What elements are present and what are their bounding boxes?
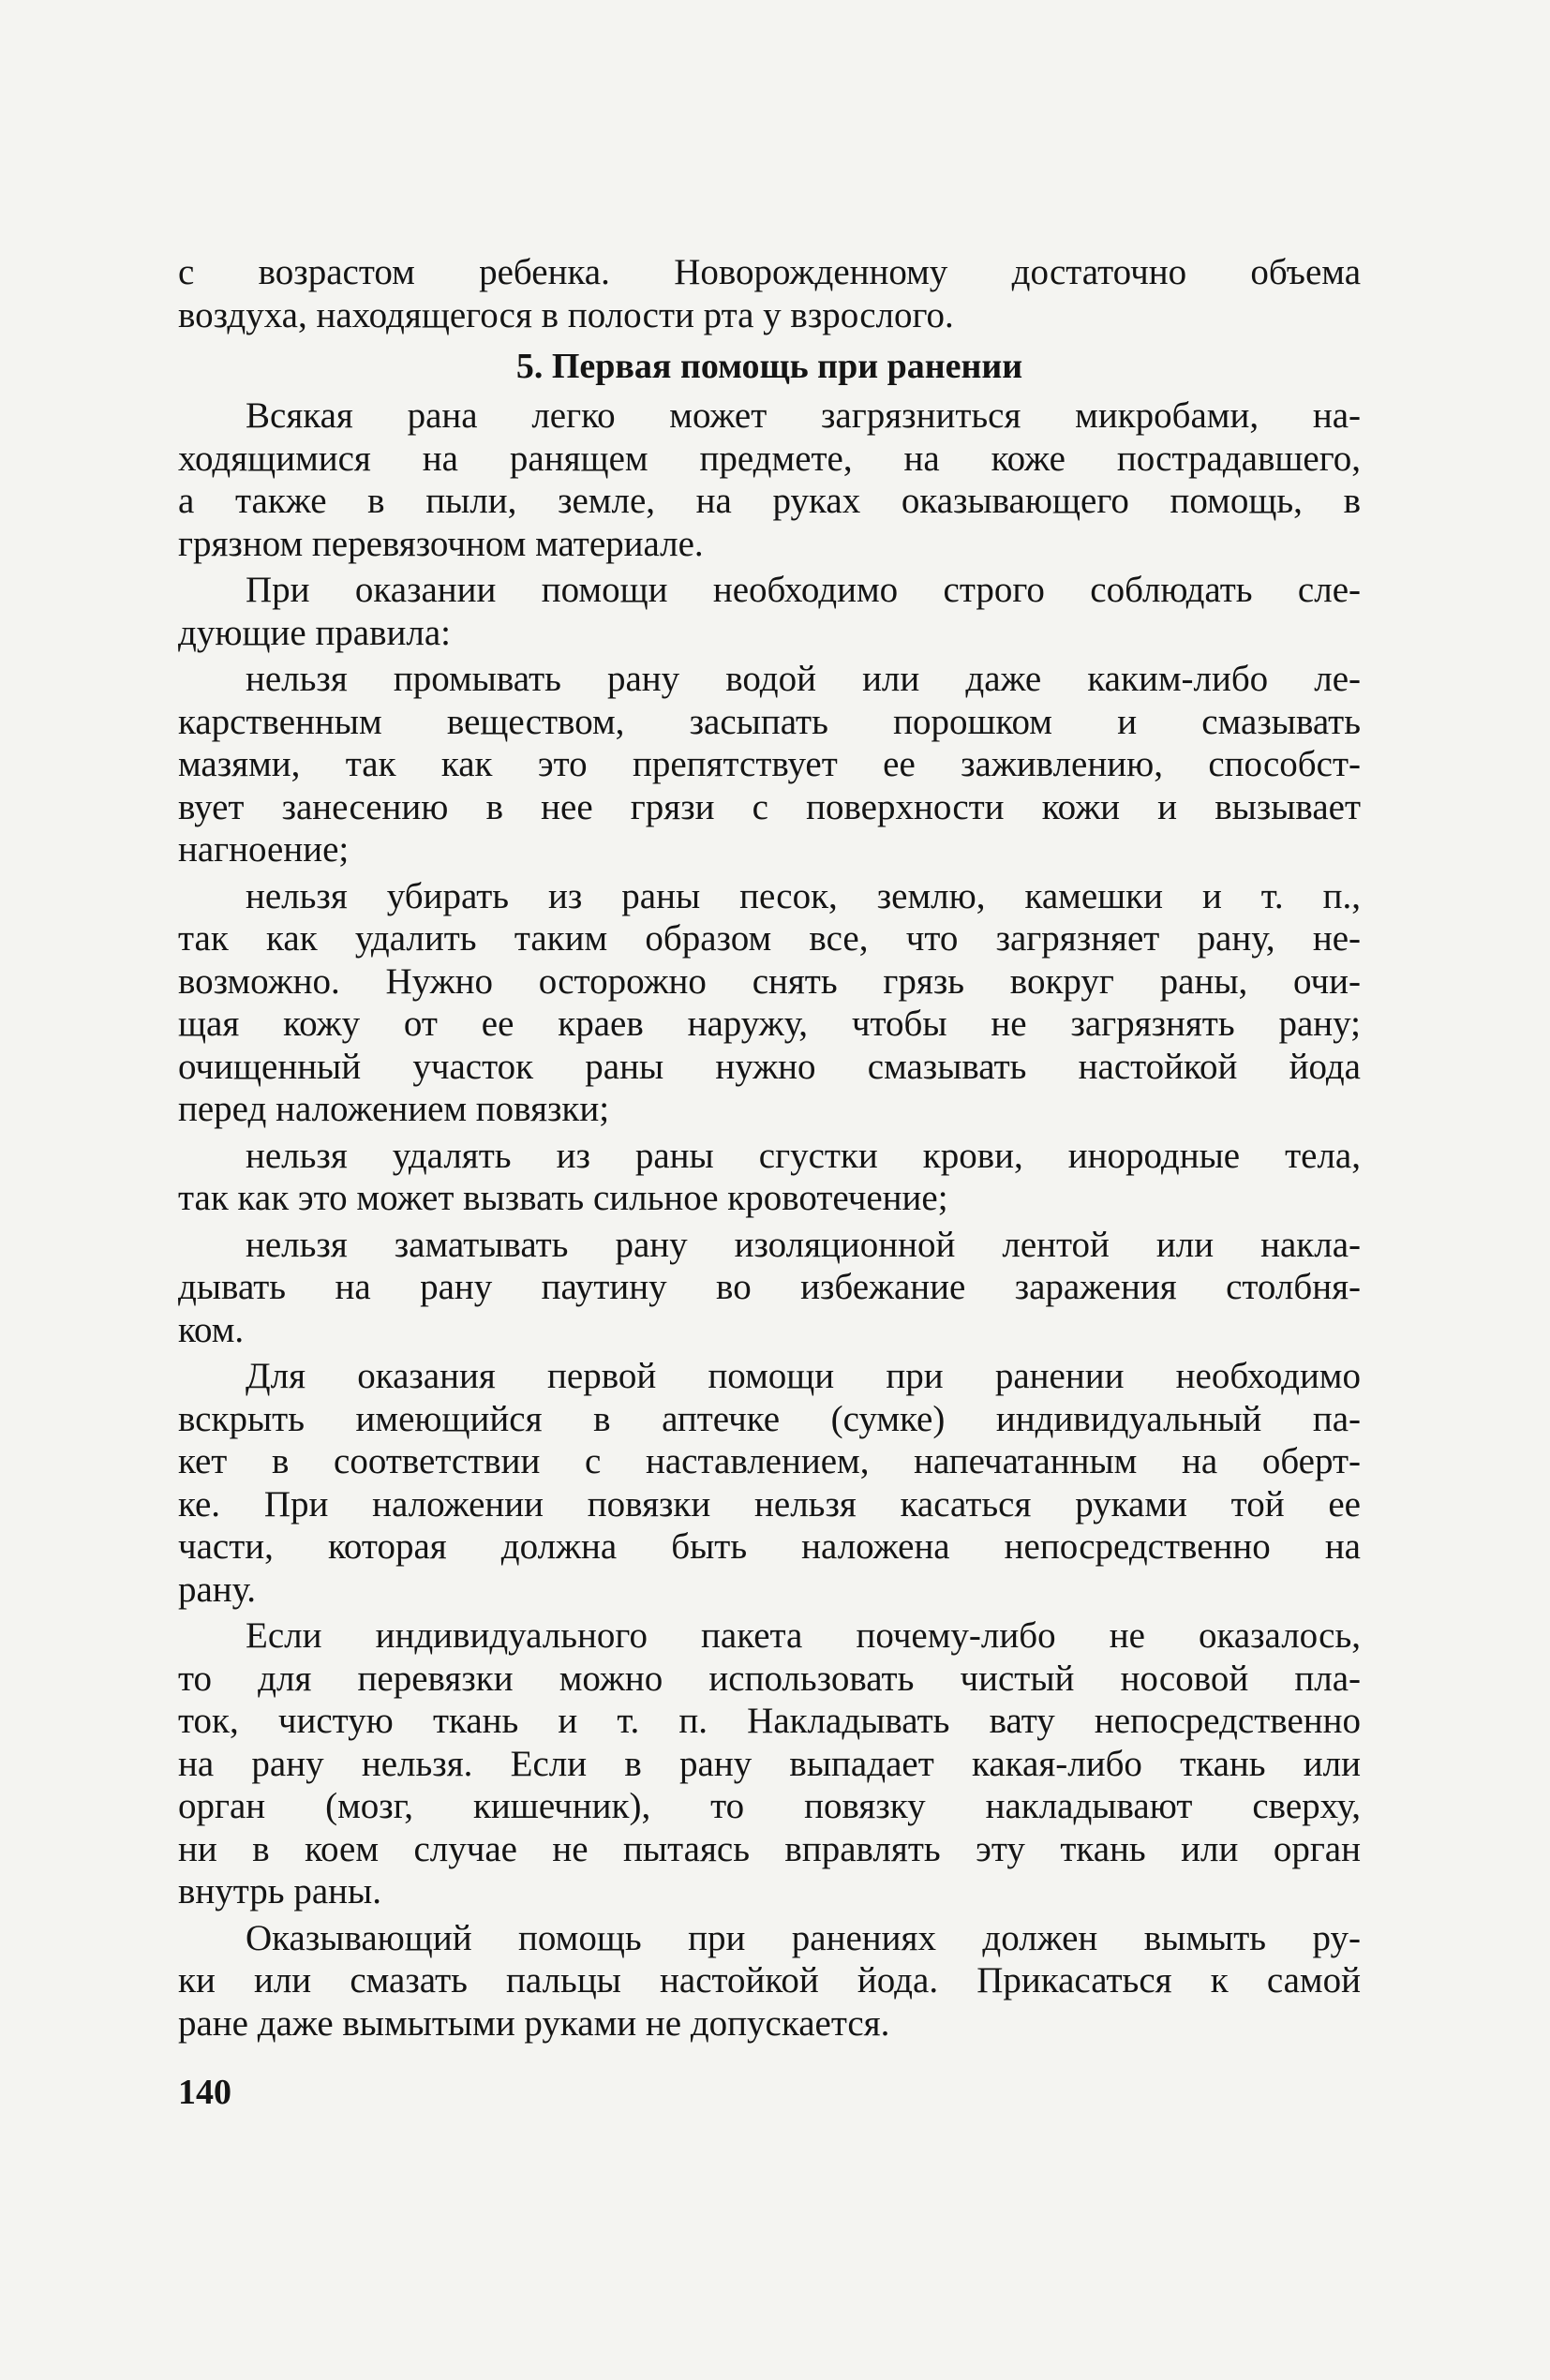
text-line: воздуха, находящегося в полости рта у взрослого.	[178, 294, 954, 335]
text-line: нельзя убирать из раны песок, землю, камешки и т. п.,	[246, 875, 1361, 916]
page-body	[178, 251, 1361, 2045]
text-line: ходящимися на ранящем предмете, на коже пострадавшего,	[178, 438, 1361, 479]
text-line: ране даже вымытыми руками не допускается.	[178, 2002, 890, 2044]
text-line: ток, чистую ткань и т. п. Накладывать вату непосредственно	[178, 1701, 1361, 1741]
text-line: так как удалить таким образом все, что загрязняет рану, не-	[178, 918, 1361, 959]
rule-no-tape	[178, 1224, 1361, 1352]
text-line: так как это может вызвать сильное кровотечение;	[178, 1178, 948, 1218]
intro-paragraph	[178, 251, 1361, 336]
text-line: Для оказания первой помощи при ранении необходимо	[246, 1356, 1361, 1396]
text-line: нельзя промывать рану водой или даже каким-либо ле-	[246, 659, 1361, 699]
rule-no-removing-clots	[178, 1135, 1361, 1220]
text-line: возможно. Нужно осторожно снять грязь вокруг раны, очи-	[178, 960, 1361, 1002]
text-line: то для перевязки можно использовать чистый носовой пла-	[178, 1658, 1361, 1699]
text-line: а также в пыли, земле, на руках оказывающего помощь, в	[178, 481, 1361, 521]
paragraph-no-packet	[178, 1614, 1361, 1913]
paragraph-hand-hygiene	[178, 1917, 1361, 2045]
text-line: Оказывающий помощь при ранениях должен вымыть ру-	[246, 1917, 1361, 1958]
text-line: нельзя удалять из раны сгустки крови, инородные тела,	[246, 1135, 1361, 1176]
text-line: перед наложением повязки;	[178, 1089, 610, 1129]
text-line: Если индивидуального пакета почему-либо не оказалось,	[246, 1615, 1361, 1656]
text-line: кет в соответствии с наставлением, напечатанным на оберт-	[178, 1441, 1361, 1481]
text-line: вует занесению в нее грязи с поверхности кожи и вызывает	[178, 786, 1361, 827]
text-line: на рану нельзя. Если в рану выпадает какая-либо ткань или	[178, 1743, 1361, 1784]
text-line: карственным веществом, засыпать порошком и смазывать	[178, 701, 1361, 742]
text-line: очищенный участок раны нужно смазывать настойкой йода	[178, 1046, 1361, 1087]
text-line: ком.	[178, 1309, 245, 1350]
text-line: рану.	[178, 1569, 257, 1610]
text-line: дующие правила:	[178, 612, 452, 653]
text-line: с возрастом ребенка. Новорожденному достаточно объема	[178, 252, 1361, 292]
text-line: При оказании помощи необходимо строго соблюдать сле-	[246, 570, 1361, 610]
text-line: вскрыть имеющийся в аптечке (сумке) индивидуальный па-	[178, 1398, 1361, 1439]
rule-no-removing-sand	[178, 875, 1361, 1131]
text-line: орган (мозг, кишечник), то повязку накладывают сверху,	[178, 1786, 1361, 1826]
text-line: нельзя заматывать рану изоляционной лентой или накла-	[246, 1224, 1361, 1265]
text-line: нагноение;	[178, 829, 350, 870]
text-line: грязном перевязочном материале.	[178, 523, 704, 564]
text-line: Всякая рана легко может загрязниться микробами, на-	[246, 395, 1361, 436]
paragraph-first-aid-packet	[178, 1355, 1361, 1611]
section-heading: 5. Первая помощь при ранении	[515, 347, 1023, 386]
text-line: части, которая должна быть наложена непосредственно на	[178, 1526, 1361, 1567]
text-line: ке. При наложении повязки нельзя касаться руками той ее	[178, 1483, 1361, 1525]
text-line: ни в коем случае не пытаясь вправлять эту ткань или орган	[178, 1828, 1361, 1869]
rule-no-washing	[178, 658, 1361, 871]
paragraph-contamination	[178, 394, 1361, 565]
text-line: щая кожу от ее краев наружу, чтобы не загрязнять рану;	[178, 1004, 1361, 1044]
page-number: 140	[178, 2073, 231, 2112]
text-line: внутрь раны.	[178, 1871, 381, 1911]
paragraph-rules-intro	[178, 569, 1361, 654]
text-line: мазями, так как это препятствует ее заживлению, способст-	[178, 744, 1361, 784]
text-line: ки или смазать пальцы настойкой йода. Прикасаться к самой	[178, 1960, 1361, 2001]
text-line: дывать на рану паутину во избежание заражения столбня-	[178, 1267, 1361, 1307]
